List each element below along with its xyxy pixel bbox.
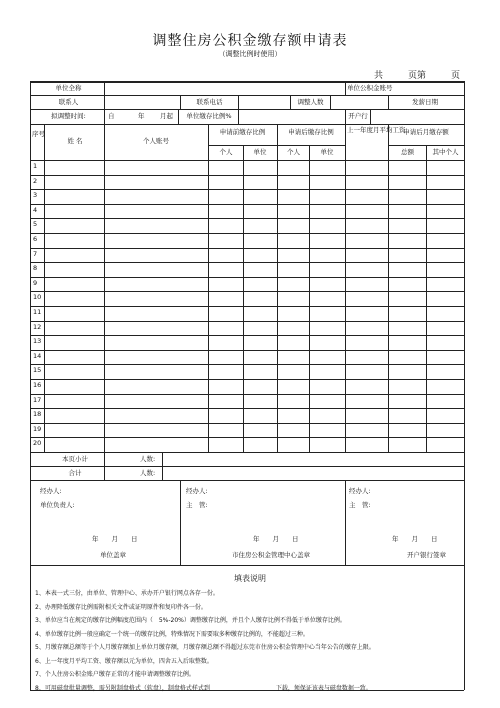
form-subtitle: （调整比例时使用）	[218, 50, 282, 58]
note-item: 4、单位缴存比例一般应确定一个统一的缴存比例，特殊情况下需要取多种缴存比例的，不能超过三种。	[35, 630, 309, 638]
grid-line	[104, 452, 105, 480]
account-header: 个人账号	[143, 137, 169, 145]
grid-line	[388, 95, 389, 109]
grid-line	[178, 109, 179, 124]
row-number: 15	[33, 366, 42, 375]
grid-line	[30, 124, 464, 125]
grid-line	[30, 175, 464, 176]
grid-line	[464, 81, 465, 690]
bank-date: 年 月 日	[392, 535, 438, 543]
grid-line	[388, 145, 464, 146]
grid-line	[30, 466, 464, 467]
grid-line	[162, 452, 163, 480]
grid-line	[30, 423, 464, 424]
grid-line	[30, 81, 31, 690]
row-number: 17	[33, 395, 42, 404]
bank-seal-label: 开户银行签章	[407, 551, 446, 559]
grid-line	[277, 124, 278, 452]
center-supervisor-label: 主 管:	[186, 501, 208, 509]
grid-line	[238, 109, 239, 124]
name-header: 姓 名	[67, 137, 83, 145]
grid-line	[309, 145, 310, 452]
grid-line	[30, 394, 464, 395]
before-ratio-header: 申请前缴存比例	[219, 128, 266, 136]
page-total-label: 共	[374, 71, 384, 81]
row-number: 5	[33, 220, 38, 229]
grid-line	[44, 124, 45, 452]
grid-line	[30, 306, 464, 307]
note-item: 8、可用磁盘批量调整，需另附制盘格式（软盘），制盘格式样式到 下载，须保证该表与磁盘数据一致。	[35, 684, 372, 692]
unit-handler-label: 经办人:	[40, 487, 62, 495]
center-handler-label: 经办人:	[186, 487, 208, 495]
page-info	[374, 68, 460, 81]
grid-line	[30, 364, 464, 365]
total-headcount-label: 人数:	[140, 469, 156, 477]
note-item: 5、月缴存额总额等于个人月缴存额加上单位月缴存额，月缴存额总额不得超过东莞市住房公积金管理中心当年公告的缴存上限。	[35, 644, 375, 651]
monthly-header: 申请后月缴存额	[403, 128, 449, 136]
grid-line	[30, 350, 464, 351]
grid-line	[30, 189, 464, 190]
grid-line	[30, 81, 464, 83]
row-number: 13	[33, 337, 42, 346]
unit-account-label: 单位公积金账号	[347, 84, 393, 92]
grid-line	[30, 565, 464, 566]
note-item: 7、个人住房公积金账户缴存正常的才能申请调整缴存比例。	[35, 671, 195, 678]
grid-line	[345, 124, 346, 452]
grid-line	[104, 124, 105, 452]
grid-line	[30, 160, 464, 161]
phone-label: 联系电话	[196, 98, 223, 106]
grid-line	[290, 95, 291, 109]
grid-line	[388, 124, 389, 452]
grid-line	[30, 218, 464, 219]
adjust-count-label: 调整人数	[297, 98, 324, 106]
unit-name-label: 单位全称	[55, 84, 82, 92]
grid-line	[30, 233, 464, 234]
grid-line	[30, 335, 464, 336]
row-number: 10	[33, 293, 42, 302]
note-item: 1、本表一式三份，由单位、管理中心、承办开户银行网点各存一份。	[35, 590, 219, 597]
row-number: 20	[33, 439, 42, 448]
bank-supervisor-label: 主 管:	[349, 501, 371, 509]
before-person-header: 个人	[219, 148, 233, 156]
grid-line	[208, 145, 345, 146]
row-number: 1	[33, 162, 38, 170]
after-ratio-header: 申请后缴存比例	[288, 128, 334, 136]
grid-line	[370, 109, 371, 124]
center-seal-label: 市住房公积金管理中心盖章	[232, 551, 310, 559]
grid-line	[345, 81, 346, 95]
grid-line	[243, 145, 244, 452]
row-number: 12	[33, 322, 42, 331]
seq-header: 序号	[32, 130, 45, 138]
grid-line	[345, 109, 346, 124]
unit-seal-label: 单位盖章	[100, 551, 126, 559]
row-number: 2	[33, 176, 38, 185]
pay-date-label: 发薪日期	[412, 98, 438, 106]
page-mid-label: 页第	[407, 71, 426, 81]
grid-line	[30, 262, 464, 263]
row-number: 19	[33, 424, 42, 433]
grid-line	[30, 109, 464, 110]
grid-line	[30, 291, 464, 292]
page-subtotal-label: 本页小计	[62, 455, 88, 463]
row-number: 4	[33, 205, 38, 214]
row-number: 14	[33, 351, 42, 360]
grid-line	[30, 95, 464, 96]
grid-line	[30, 204, 464, 205]
row-number: 6	[33, 235, 38, 243]
row-number: 9	[33, 278, 38, 287]
grid-line	[30, 321, 464, 322]
grid-line	[30, 248, 464, 249]
grid-line	[104, 81, 105, 124]
grid-line	[30, 452, 464, 453]
grid-line	[330, 95, 331, 109]
grid-line	[238, 95, 239, 109]
before-unit-header: 单位	[253, 148, 267, 156]
note-item: 2、办理降低缴存比例需附相关文件或证明原件和复印件各一份。	[35, 603, 207, 611]
after-unit-header: 单位	[320, 148, 334, 156]
bank-label: 开户行	[348, 112, 368, 120]
row-number: 7	[33, 249, 38, 258]
of-person-header: 其中个人	[432, 148, 459, 156]
grid-line	[30, 408, 464, 409]
grid-line	[30, 480, 464, 481]
unit-ratio-label: 单位缴存比例%	[186, 112, 232, 120]
avg-wage-header: 上一年度月平均工资	[347, 126, 406, 134]
note-item: 6、上一年度月平均工资、缴存额以元为单位，四舍五入后取整数。	[35, 657, 213, 665]
row-number: 3	[33, 191, 38, 200]
grid-line	[30, 277, 464, 278]
unit-head-label: 单位负责人:	[40, 501, 75, 509]
grid-line	[345, 480, 346, 565]
bank-handler-label: 经办人:	[349, 487, 371, 495]
notes-title: 填表说明	[234, 574, 266, 583]
total-label: 合计	[68, 469, 82, 477]
after-person-header: 个人	[287, 148, 300, 156]
page-suffix-label: 页	[450, 71, 460, 81]
grid-line	[426, 145, 427, 452]
year-label: 年	[138, 112, 145, 120]
row-number: 11	[33, 308, 42, 316]
total-header: 总额	[401, 148, 414, 156]
grid-line	[30, 379, 464, 380]
note-item: 3、单位应当在规定的缴存比例幅度范围内（ 5%-20%）调整缴存比例，并且个人缴存比例不得低于单位缴存比例。	[35, 617, 346, 624]
center-date: 年 月 日	[253, 535, 299, 543]
row-number: 8	[33, 264, 38, 273]
row-number: 18	[33, 410, 42, 419]
grid-line	[180, 480, 181, 565]
unit-date: 年 月 日	[92, 535, 138, 543]
row-number: 16	[33, 381, 42, 389]
from-label: 自	[108, 112, 115, 120]
contact-label: 联系人	[58, 98, 79, 106]
grid-line	[208, 124, 209, 452]
grid-line	[30, 437, 464, 438]
month-start-label: 月起	[160, 112, 173, 120]
grid-line	[180, 95, 181, 109]
subtotal-headcount-label: 人数:	[140, 455, 156, 463]
form-title: 调整住房公积金缴存额申请表	[152, 33, 348, 49]
adjust-time-label: 拟调整时间:	[51, 112, 86, 120]
